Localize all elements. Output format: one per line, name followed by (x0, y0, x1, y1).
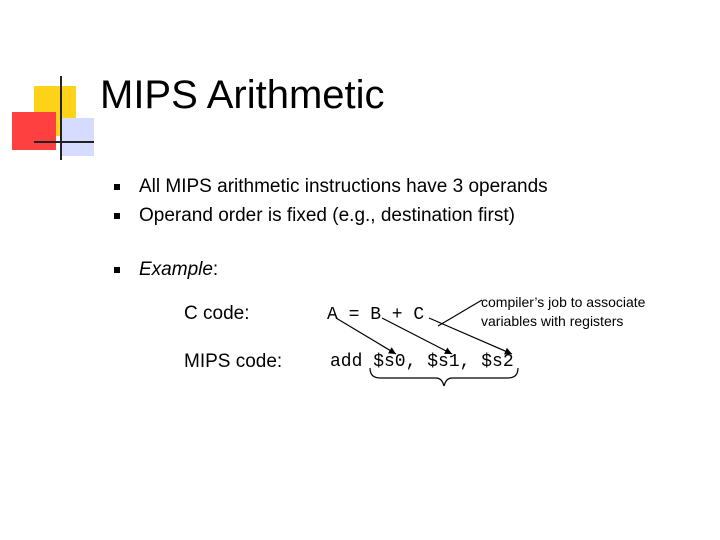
annotation-line-2: variables with registers (481, 313, 624, 329)
arrow-a-to-s0 (336, 318, 396, 354)
c-code-label: C code: (184, 303, 250, 324)
mips-code: add $s0, $s1, $s2 (330, 352, 514, 372)
example-heading-italic: Example (139, 259, 213, 280)
bullet-text-1: All MIPS arithmetic instructions have 3 operands (139, 176, 548, 197)
slide-title: MIPS Arithmetic (100, 73, 385, 117)
bullet-text-2: Operand order is fixed (e.g., destination first) (139, 205, 515, 226)
example-heading-colon: : (212, 259, 219, 280)
mips-code-label: MIPS code: (184, 351, 283, 372)
annotation-line-1: compiler’s job to associate (481, 294, 646, 310)
register-brace (370, 368, 518, 386)
c-code: A = B + C (327, 305, 425, 325)
annotation-arrow (438, 300, 482, 326)
